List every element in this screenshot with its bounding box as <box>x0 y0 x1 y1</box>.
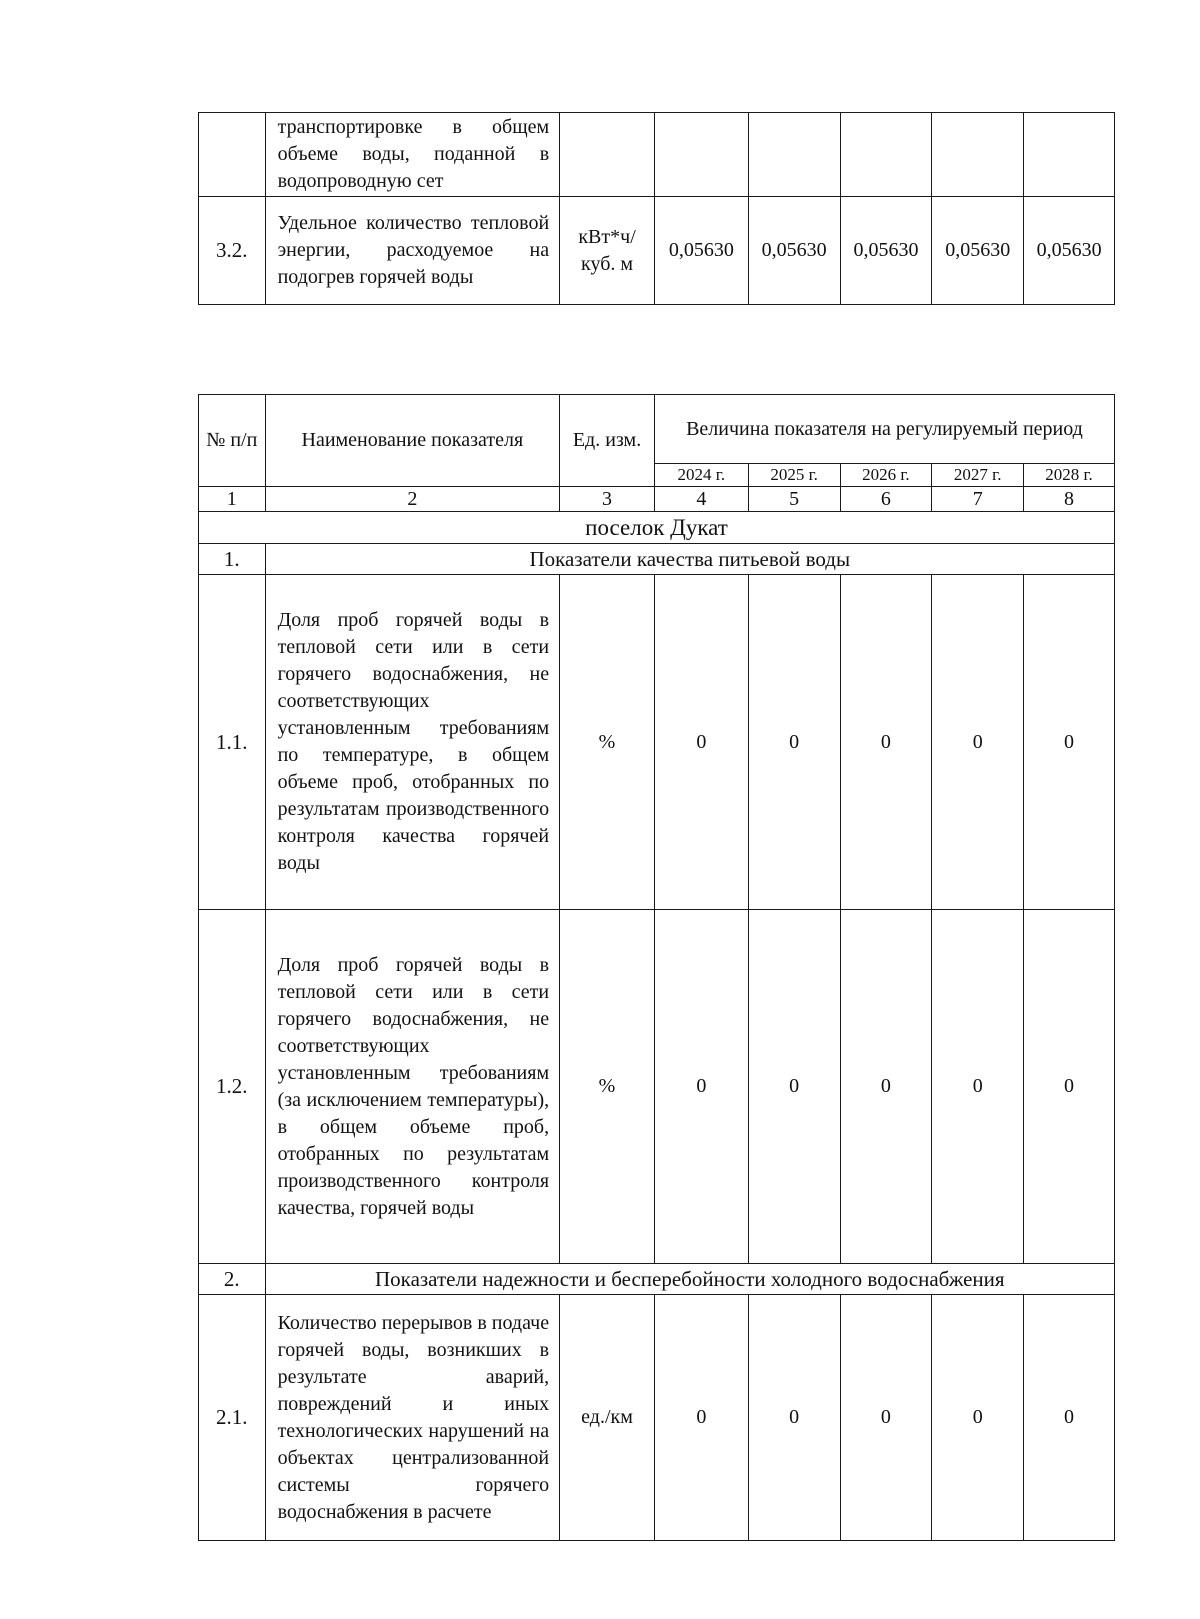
unit-cell: ед./км <box>560 1295 655 1541</box>
group-number: 2. <box>199 1264 266 1295</box>
value-2027 <box>932 113 1024 197</box>
header-unit: Ед. изм. <box>560 395 655 487</box>
group-number: 1. <box>199 544 266 575</box>
value-2024 <box>654 113 748 197</box>
value-2027: 0,05630 <box>932 197 1024 305</box>
value-2025: 0,05630 <box>748 197 840 305</box>
value-2025: 0 <box>748 910 840 1264</box>
row-number: 1.2. <box>199 910 266 1264</box>
row-number: 1.1. <box>199 575 266 910</box>
value-2026: 0 <box>840 575 932 910</box>
value-2026: 0 <box>840 910 932 1264</box>
header-year: 2025 г. <box>748 464 840 487</box>
group-row <box>199 544 1115 575</box>
header-year: 2028 г. <box>1024 464 1115 487</box>
header-number: № п/п <box>199 395 266 487</box>
value-2024: 0 <box>654 910 748 1264</box>
column-number: 7 <box>932 487 1024 512</box>
row-number: 2.1. <box>199 1295 266 1541</box>
unit-cell: кВт*ч/ куб. м <box>560 197 655 305</box>
value-2028: 0 <box>1024 1295 1115 1541</box>
column-number: 3 <box>560 487 655 512</box>
value-2025 <box>748 113 840 197</box>
unit-cell <box>560 113 655 197</box>
value-2028: 0 <box>1024 910 1115 1264</box>
value-2026: 0,05630 <box>840 197 932 305</box>
table-row <box>199 1295 1115 1541</box>
column-number-row <box>199 487 1115 512</box>
value-2028: 0 <box>1024 575 1115 910</box>
row-number <box>199 113 266 197</box>
group-title: Показатели качества питьевой воды <box>265 544 1114 575</box>
value-2028: 0,05630 <box>1024 197 1115 305</box>
value-2024: 0 <box>654 1295 748 1541</box>
value-2024: 0,05630 <box>654 197 748 305</box>
indicator-name: Количество перерывов в подаче горячей воды, возникших в результате аварий, повреждений и иных технологических нарушений на объектах централизованной системы горячего водоснабжения в расчете <box>265 1295 560 1541</box>
table-row <box>199 197 1115 305</box>
value-2026: 0 <box>840 1295 932 1541</box>
table-row <box>199 113 1115 197</box>
unit-cell: % <box>560 910 655 1264</box>
table-row <box>199 575 1115 910</box>
indicator-name: транспортировке в общем объеме воды, поданной в водопроводную сет <box>265 113 560 197</box>
column-number: 5 <box>748 487 840 512</box>
header-year: 2026 г. <box>840 464 932 487</box>
continuation-table <box>198 112 1115 305</box>
value-2027: 0 <box>932 1295 1024 1541</box>
value-2025: 0 <box>748 1295 840 1541</box>
column-number: 4 <box>654 487 748 512</box>
value-2027: 0 <box>932 910 1024 1264</box>
column-number: 2 <box>265 487 560 512</box>
indicator-name: Доля проб горячей воды в тепловой сети или в сети горячего водоснабжения, не соответствующих установленным требованиям по температуре, в общем объеме проб, отобранных по результатам производственного контроля качества горячей воды <box>265 575 560 910</box>
row-number: 3.2. <box>199 197 266 305</box>
header-year: 2027 г. <box>932 464 1024 487</box>
section-title: поселок Дукат <box>199 512 1115 544</box>
group-row <box>199 1264 1115 1295</box>
header-row <box>199 395 1115 464</box>
value-2025: 0 <box>748 575 840 910</box>
header-year: 2024 г. <box>654 464 748 487</box>
header-period: Величина показателя на регулируемый период <box>654 395 1114 464</box>
column-number: 8 <box>1024 487 1115 512</box>
indicator-name: Удельное количество тепловой энергии, расходуемое на подогрев горячей воды <box>265 197 560 305</box>
value-2028 <box>1024 113 1115 197</box>
column-number: 6 <box>840 487 932 512</box>
value-2024: 0 <box>654 575 748 910</box>
indicators-table <box>198 394 1115 1541</box>
indicator-name: Доля проб горячей воды в тепловой сети или в сети горячего водоснабжения, не соответствующих установленным требованиям (за исключением температуры), в общем объеме проб, отобранных по результатам производственного контроля качества, горячей воды <box>265 910 560 1264</box>
group-title: Показатели надежности и бесперебойности холодного водоснабжения <box>265 1264 1114 1295</box>
section-row <box>199 512 1115 544</box>
table-row <box>199 910 1115 1264</box>
value-2026 <box>840 113 932 197</box>
unit-cell: % <box>560 575 655 910</box>
value-2027: 0 <box>932 575 1024 910</box>
header-name: Наименование показателя <box>265 395 560 487</box>
column-number: 1 <box>199 487 266 512</box>
